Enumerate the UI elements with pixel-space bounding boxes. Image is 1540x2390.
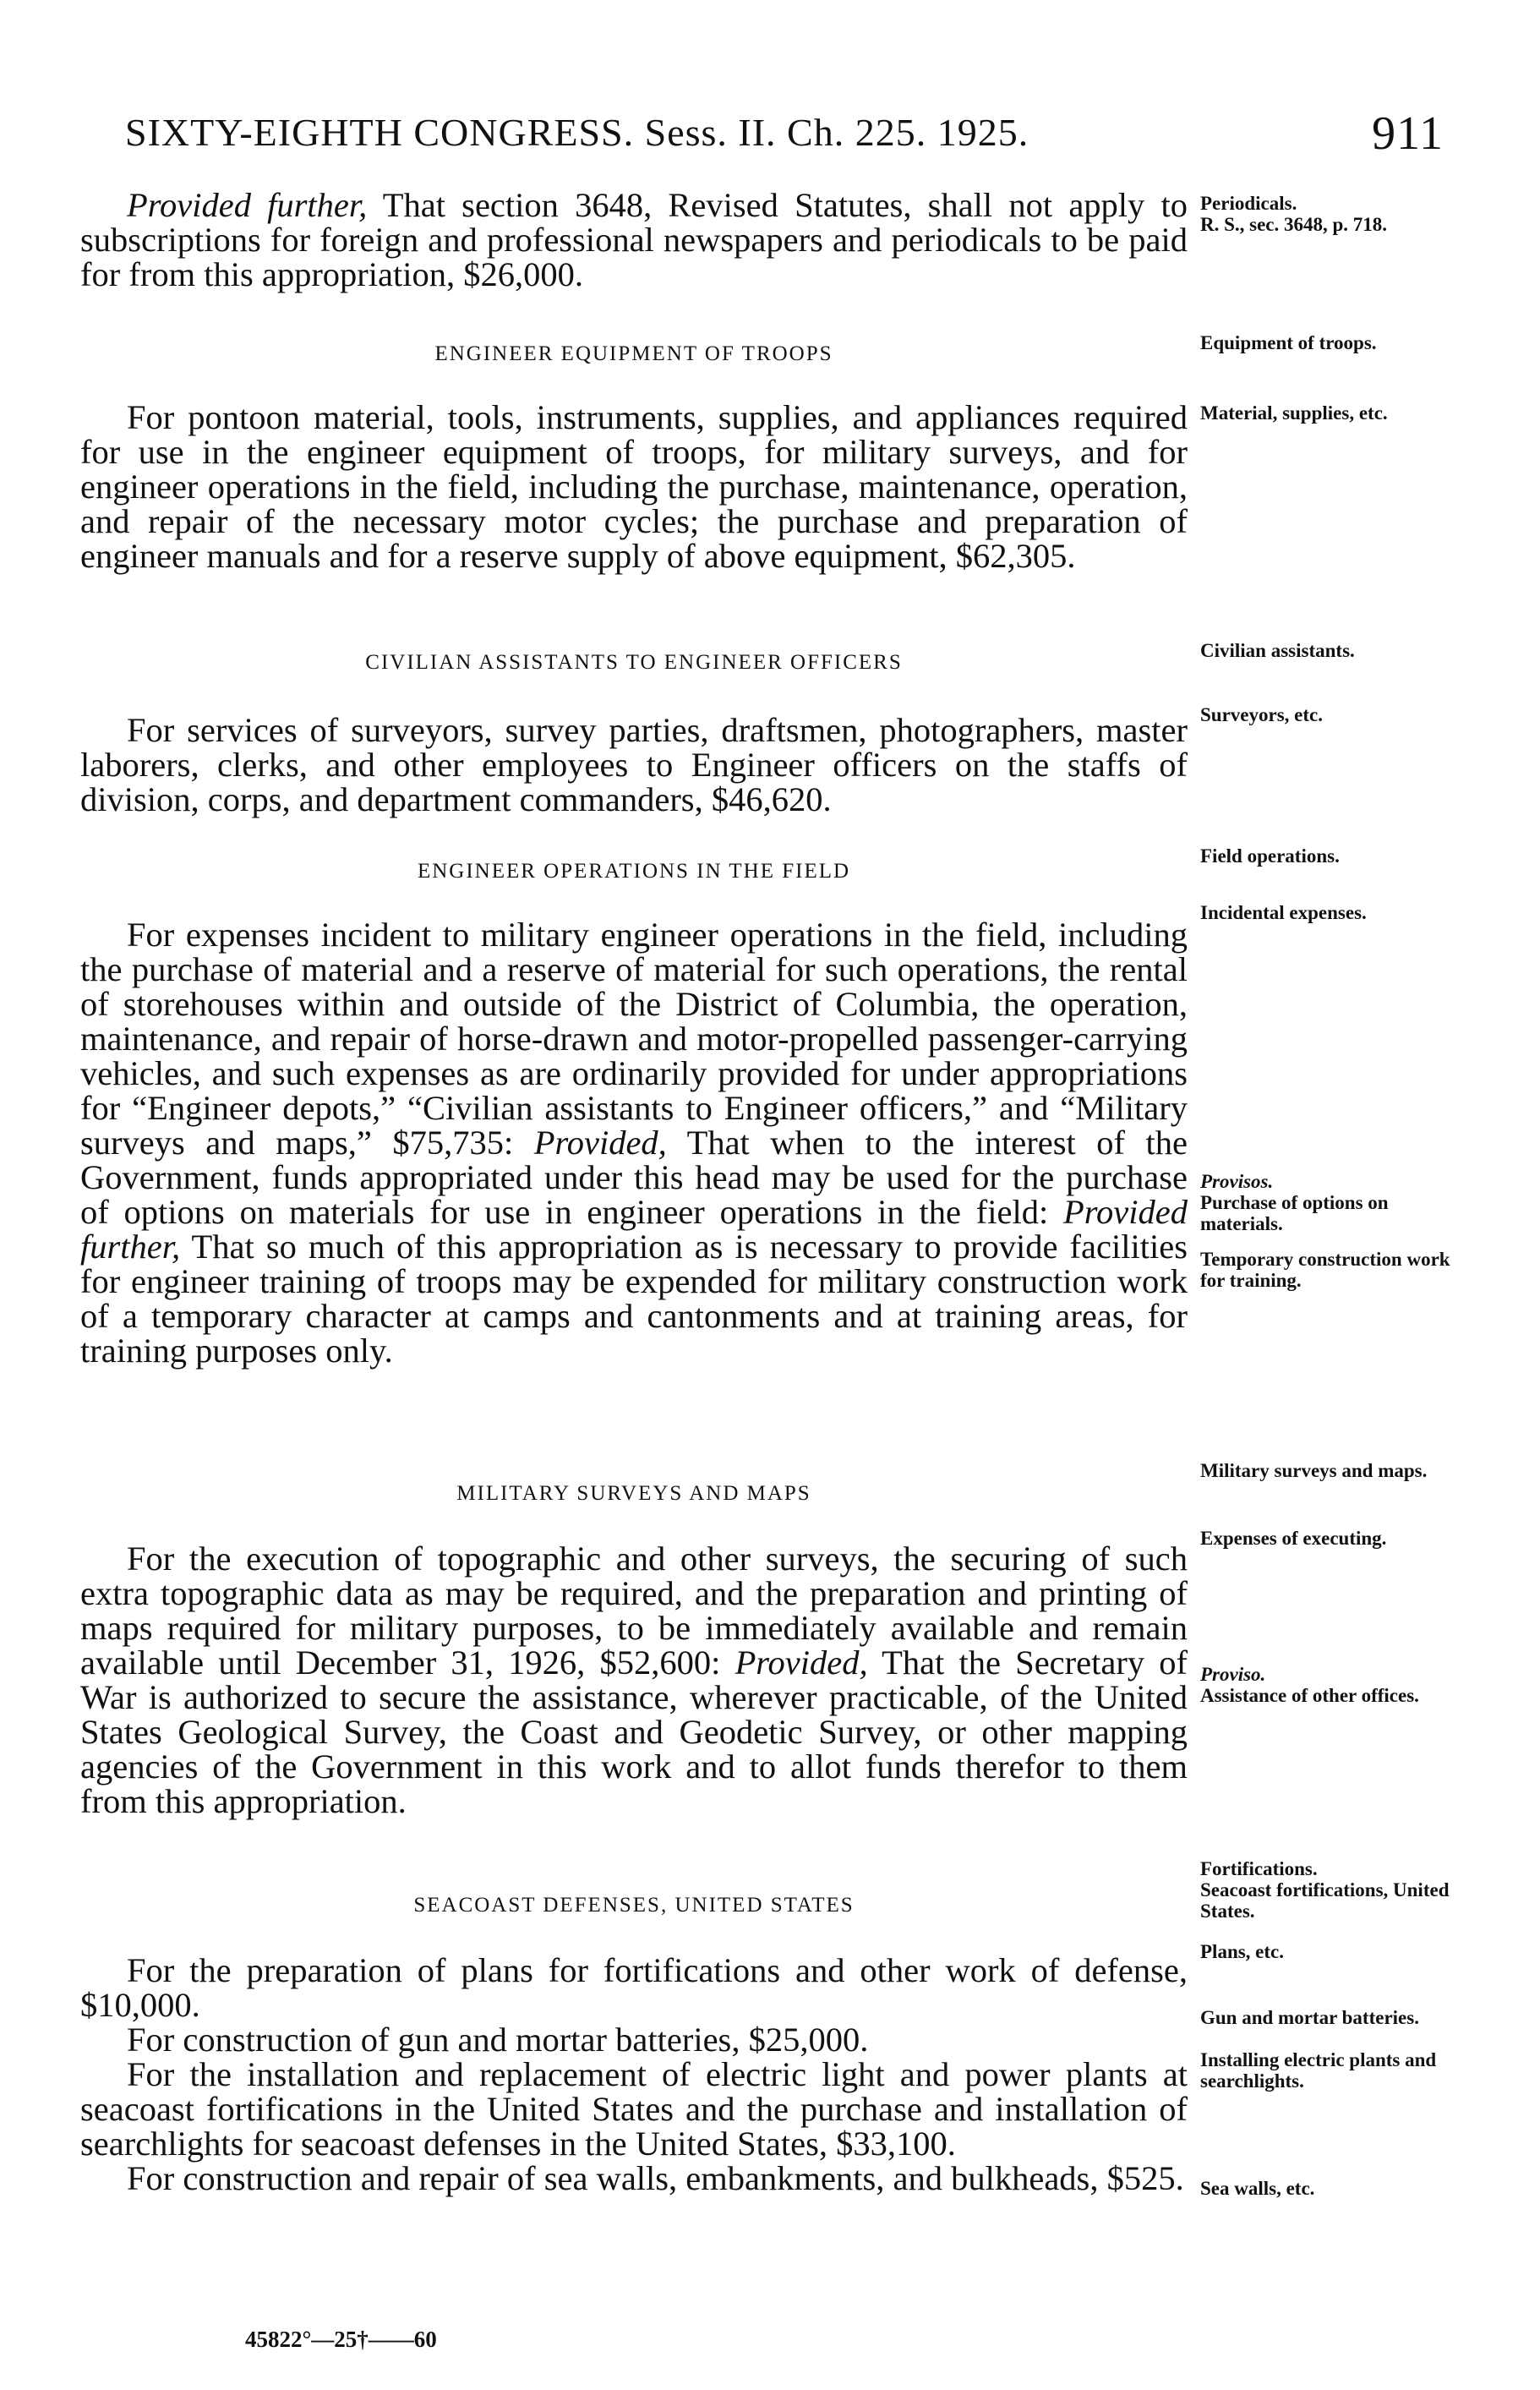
engineer-equipment-text: For pontoon material, tools, instruments, supplies, and appliances required for use in the engineer equipment of troops, for military surveys, and for engineer operations in the field, including the purchase, maintenance, operation, and repair of the necessary motor cycles; the purchase and preparation of engineer manuals and for a reserve supply of above equipment, $62,305.	[80, 398, 1188, 575]
margin-purchase-options: Purchase of options on materials.	[1200, 1192, 1389, 1234]
margin-fortifications	[1200, 1858, 1458, 1922]
field-operations-text-1: For expenses incident to military engineer operations in the field, including the purchase of material and a reserve of material for such operations, the rental of storehouses within and outside of the District of Columbia, the operation, maintenance, and repair of horse-drawn and motor-propelled passenger-carrying vehicles, and such expenses as are ordinarily provided for under appropriations for “Engineer depots,” “Civilian assistants to Engineer officers,” and “Military surveys and maps,” $75,735:	[80, 916, 1188, 1162]
field-operations-text-2: That when to the interest of the Government, funds appropriated under this head may be used for the purchase of options on materials for use in engineer operations in the field:	[80, 1124, 1188, 1231]
margin-periodicals: Periodicals.	[1200, 193, 1297, 214]
margin-expenses-executing: Expenses of executing.	[1200, 1528, 1387, 1549]
seacoast-paragraphs	[80, 1953, 1188, 2196]
margin-electric-plants: Installing electric plants and searchlights.	[1200, 2049, 1437, 2092]
proviso-1: Provided,	[533, 1124, 667, 1162]
margin-proviso-assistance	[1200, 1664, 1458, 1706]
margin-fortifications-label: Fortifications.	[1200, 1858, 1318, 1879]
proviso-2: Provided further,	[80, 1193, 1188, 1266]
margin-incidental-expenses: Incidental expenses.	[1200, 902, 1367, 923]
proviso-lead: Provided further,	[127, 186, 368, 224]
civilian-assistants-paragraph	[80, 713, 1188, 817]
margin-periodicals-ref: R. S., sec. 3648, p. 718.	[1200, 214, 1388, 235]
margin-temporary-construction: Temporary construction work for training.	[1200, 1249, 1450, 1291]
margin-plans: Plans, etc.	[1200, 1941, 1285, 1962]
margin-material-supplies: Material, supplies, etc.	[1200, 402, 1388, 424]
field-operations-text-3: That so much of this appropriation as is necessary to provide facilities for engineer training of troops may be expended for military construction work of a temporary character at camps and cantonments and at training areas, for training purposes only.	[80, 1228, 1188, 1370]
seacoast-electric-text: For the installation and replacement of electric light and power plants at seacoast fortifications in the United States and the purchase and installation of searchlights for seacoast defenses in the United States, $33,100.	[80, 2055, 1188, 2163]
margin-provisos-label: Provisos.	[1200, 1171, 1274, 1192]
heading-surveys-maps: MILITARY SURVEYS AND MAPS	[456, 1482, 811, 1505]
margin-civilian-assistants: Civilian assistants.	[1200, 640, 1355, 661]
print-code: 45822°—25†——60	[245, 2327, 437, 2352]
running-head-title: SIXTY-EIGHTH CONGRESS. Sess. II. Ch. 225. 1925.	[125, 111, 1029, 154]
surveys-proviso: Provided,	[735, 1643, 868, 1682]
periodicals-paragraph	[80, 188, 1188, 292]
periodicals-text: That section 3648, Revised Statutes, shall not apply to subscriptions for foreign and professional newspapers and periodicals to be paid for from this appropriation, $26,000.	[80, 186, 1188, 293]
margin-field-operations: Field operations.	[1200, 845, 1340, 867]
heading-seacoast: SEACOAST DEFENSES, UNITED STATES	[413, 1894, 855, 1917]
surveys-maps-text-2: That the Secretary of War is authorized to secure the assistance, wherever practicable, of the United States Geological Survey, the Coast and Geodetic Survey, or other mapping agencies of the Government in this work and to allot funds therefor to them from this appropriation.	[80, 1643, 1188, 1820]
engineer-equipment-paragraph	[80, 400, 1188, 573]
margin-sea-walls: Sea walls, etc.	[1200, 2178, 1315, 2199]
surveys-maps-paragraph	[80, 1541, 1188, 1818]
heading-civilian-assistants: CIVILIAN ASSISTANTS TO ENGINEER OFFICERS	[365, 651, 903, 674]
surveys-maps-text-1: For the execution of topographic and other surveys, the securing of such extra topographic data as may be required, and the preparation and printing of maps required for military purposes, to be immediately available and remain available until December 31, 1926, $52,600:	[80, 1540, 1188, 1682]
margin-surveys-maps: Military surveys and maps.	[1200, 1460, 1428, 1481]
margin-equipment-troops: Equipment of troops.	[1200, 332, 1377, 353]
margin-surveyors: Surveyors, etc.	[1200, 704, 1323, 725]
margin-note-periodicals	[1200, 193, 1458, 235]
margin-gun-mortar: Gun and mortar batteries.	[1200, 2007, 1419, 2028]
seacoast-plans-text: For the preparation of plans for fortifications and other work of defense, $10,000.	[80, 1951, 1188, 2024]
margin-proviso-label: Proviso.	[1200, 1664, 1266, 1685]
seacoast-seawalls-text: For construction and repair of sea walls, embankments, and bulkheads, $525.	[127, 2159, 1184, 2197]
civilian-assistants-text: For services of surveyors, survey parties, draftsmen, photographers, master laborers, clerks, and other employees to Engineer officers on the staffs of division, corps, and department commanders, $46,620.	[80, 711, 1188, 818]
field-operations-paragraph	[80, 917, 1188, 1368]
margin-provisos	[1200, 1171, 1458, 1234]
margin-assistance-offices: Assistance of other offices.	[1200, 1685, 1419, 1706]
page-number: 911	[1372, 107, 1444, 160]
heading-engineer-equipment: ENGINEER EQUIPMENT OF TROOPS	[434, 342, 833, 365]
running-head	[125, 107, 1444, 169]
heading-field-operations: ENGINEER OPERATIONS IN THE FIELD	[417, 860, 851, 883]
margin-seacoast-fortifications: Seacoast fortifications, United States.	[1200, 1879, 1450, 1922]
seacoast-batteries-text: For construction of gun and mortar batteries, $25,000.	[127, 2021, 869, 2059]
